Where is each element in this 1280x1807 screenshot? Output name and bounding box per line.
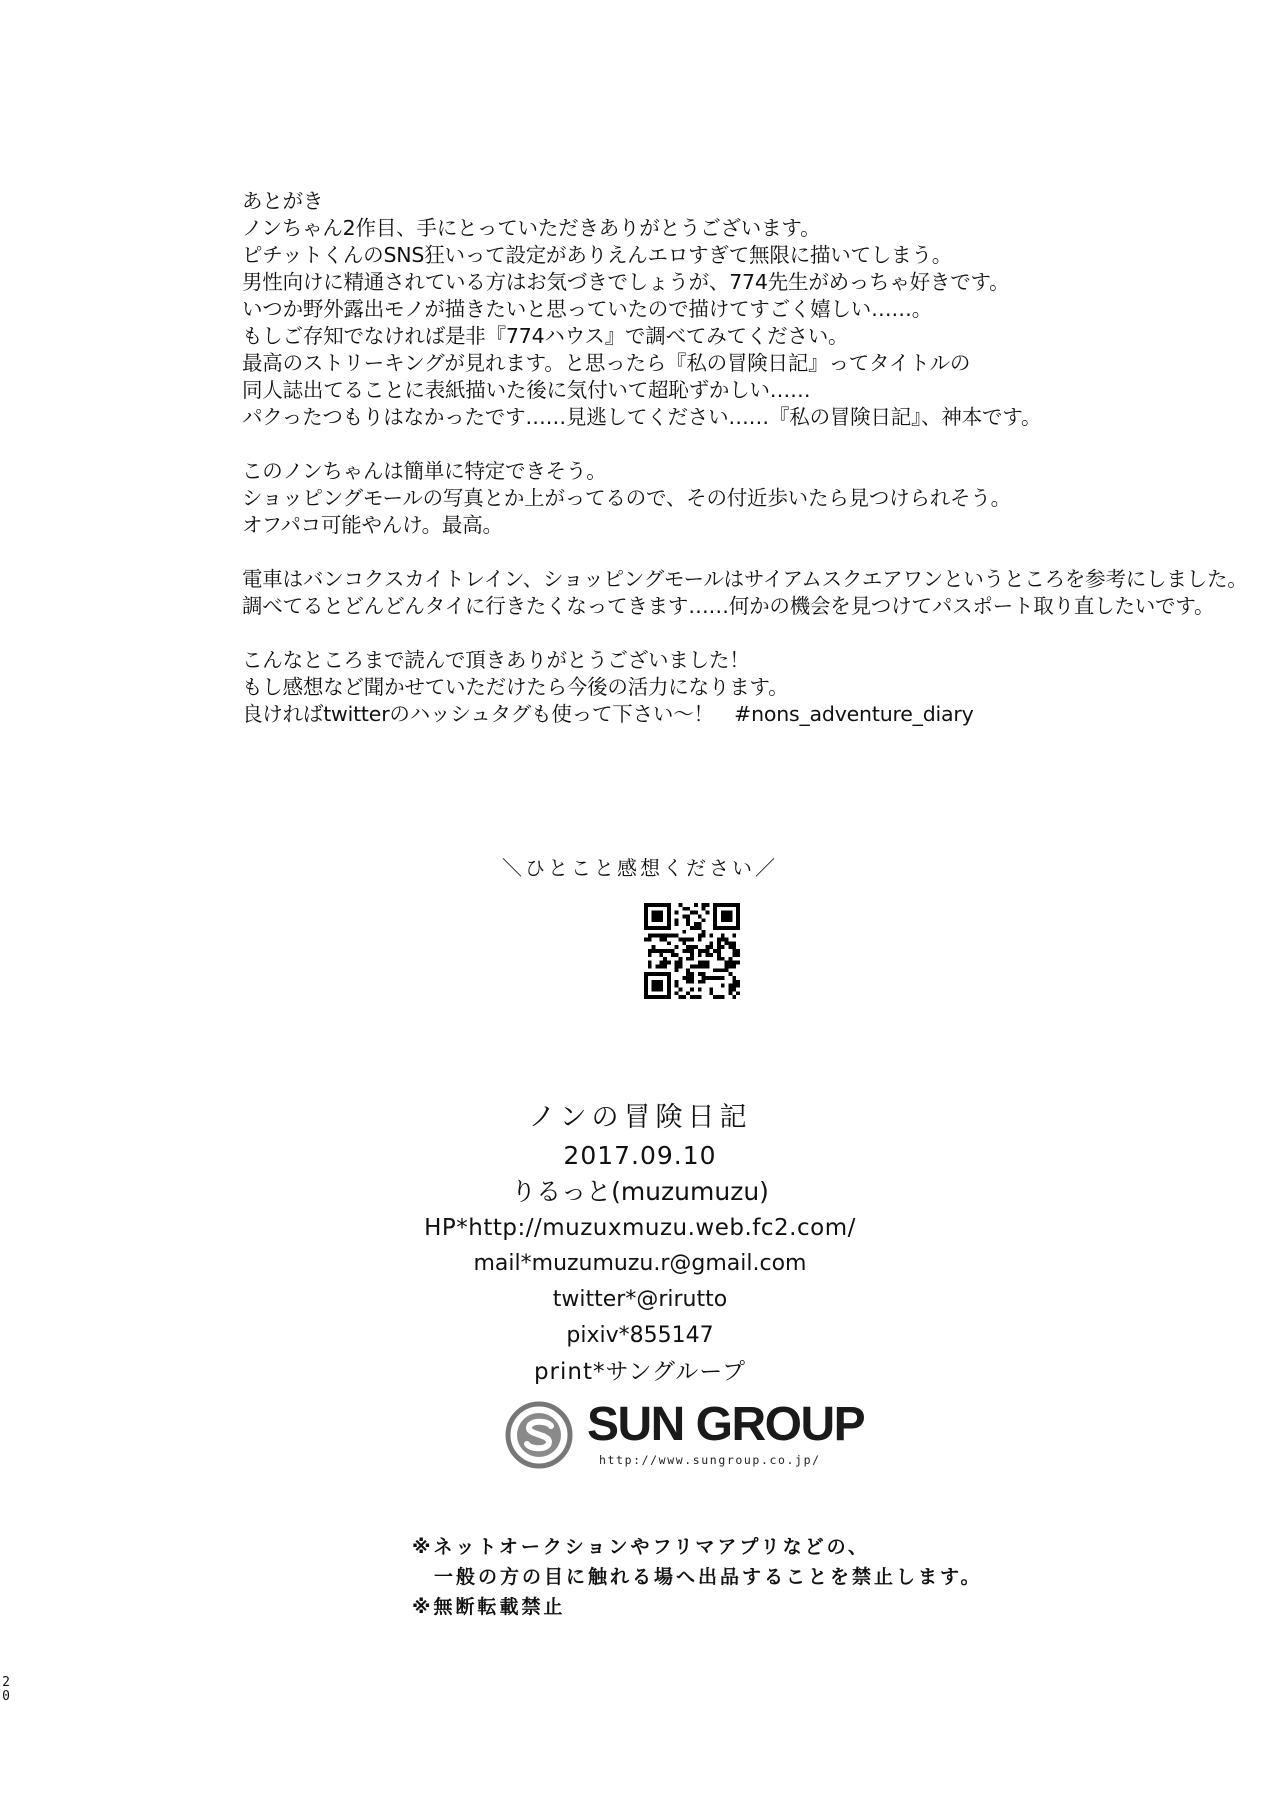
afterword-line: ピチットくんのSNS狂いって設定がありえんエロすぎて無限に描いてしまう。: [242, 243, 953, 267]
afterword-line: 電車はバンコクスカイトレイン、ショッピングモールはサイアムスクエアワンというところを参考にしました。: [242, 567, 1248, 591]
notice-line: ※ネットオークションやフリマアプリなどの、: [412, 1536, 870, 1558]
qr-caption: ＼ひとこと感想ください／: [502, 856, 778, 880]
afterword-line: パクったつもりはなかったです……見逃してください……『私の冒険日記』、神本です。: [242, 405, 1042, 429]
afterword-line: [242, 620, 1242, 647]
sun-group-logo-icon: [505, 1401, 573, 1469]
afterword-line: 同人誌出てることに表紙描いた後に気付いて超恥ずかしい……: [242, 378, 811, 402]
sun-group-url[interactable]: http://www.sungroup.co.jp/: [599, 1453, 821, 1467]
publish-date: 2017.09.10: [563, 1141, 717, 1170]
twitter-handle[interactable]: twitter*@rirutto: [552, 1287, 728, 1312]
afterword-line: こんなところまで読んで頂きありがとうございました！: [242, 648, 750, 672]
afterword-line: 男性向けに精通されている方はお気づきでしょうが、774先生がめっちゃ好きです。: [242, 270, 1010, 294]
afterword-line: [242, 539, 1242, 566]
afterword-line: あとがき: [242, 189, 324, 213]
afterword-line: いつか野外露出モノが描きたいと思っていたので描けてすごく嬉しい……。: [242, 297, 932, 321]
afterword-line: 調べてるとどんどんタイに行きたくなってきます……何かの機会を見つけてパスポート取り直したいです。: [242, 594, 1215, 618]
afterword-text: [242, 188, 1248, 728]
pixiv-id[interactable]: pixiv*855147: [566, 1323, 714, 1348]
afterword-line: [242, 431, 1242, 458]
afterword-line: もしご存知でなければ是非『774ハウス』で調べてみてください。: [242, 324, 849, 348]
notice-line: 一般の方の目に触れる場へ出品することを禁止します。: [412, 1566, 983, 1588]
notice-text: [412, 1532, 982, 1622]
mail-address[interactable]: mail*muzumuzu.r@gmail.com: [473, 1251, 807, 1276]
afterword-line: オフパコ可能やんけ。最高。: [242, 513, 503, 537]
afterword-line: ノンちゃん2作目、手にとっていただきありがとうございます。: [242, 216, 821, 240]
sun-group-name: SUN GROUP: [587, 1398, 865, 1451]
afterword-line: 最高のストリーキングが見れます。と思ったら『私の冒険日記』ってタイトルの: [242, 351, 971, 375]
sun-group-logo: [505, 1395, 865, 1475]
author-name: りるっと(muzumuzu): [511, 1177, 769, 1206]
afterword-line: もし感想など聞かせていただけたら今後の活力になります。: [242, 675, 789, 699]
afterword-line: 良ければtwitterのハッシュタグも使って下さい～！ #nons_adventure_diary: [242, 702, 974, 726]
page-number: 20: [2, 1675, 10, 1704]
printer-name: print*サングループ: [533, 1359, 747, 1385]
afterword-line: ショッピングモールの写真とか上がってるので、その付近歩いたら見つけられそう。: [242, 486, 1011, 510]
notice-line: ※無断転載禁止: [412, 1596, 566, 1618]
colophon: [0, 1098, 1280, 1390]
qr-code-icon[interactable]: [644, 903, 740, 999]
homepage-link[interactable]: HP*http://muzuxmuzu.web.fc2.com/: [424, 1215, 856, 1241]
afterword-line: このノンちゃんは簡単に特定できそう。: [242, 459, 607, 483]
book-title: ノンの冒険日記: [528, 1102, 752, 1133]
